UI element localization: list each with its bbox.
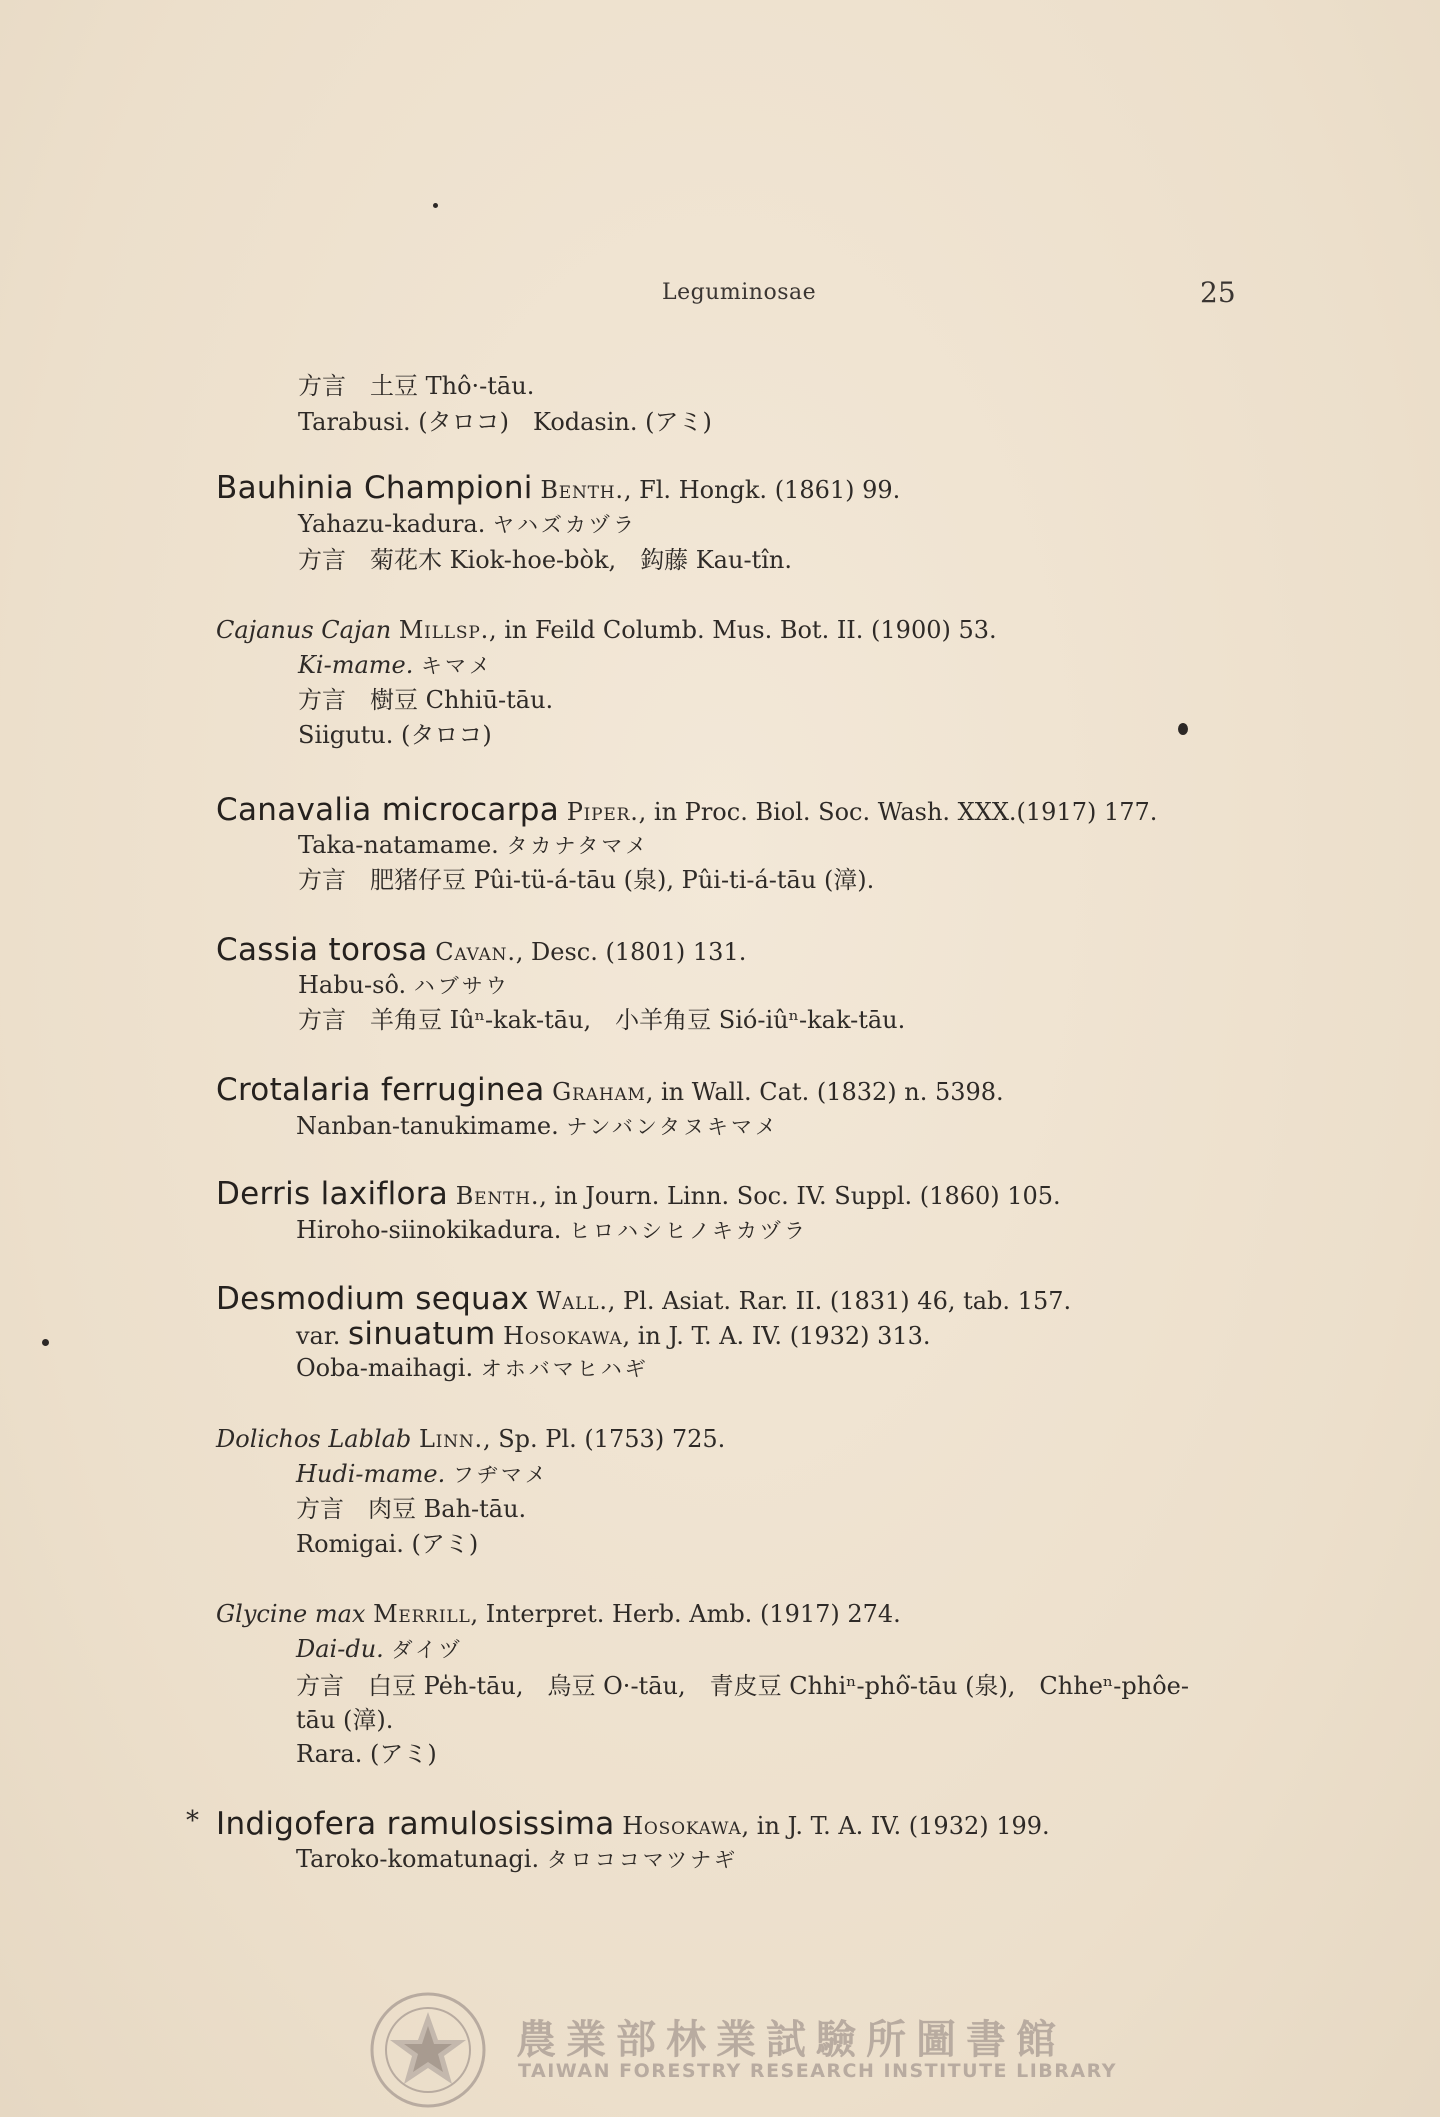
species-citation: , Desc. (1801) 131.: [515, 938, 747, 966]
japanese-kana: キマメ: [421, 654, 494, 678]
japanese-name-line: [296, 1110, 779, 1143]
species-author: Hosokawa: [622, 1812, 742, 1840]
japanese-romaji: Taka-natamame.: [298, 831, 499, 859]
species-heading: [216, 1178, 1061, 1212]
japanese-name-line: [298, 969, 510, 1002]
native-name-line: Siigutu. (タロコ): [298, 721, 492, 749]
running-title: Leguminosae: [662, 280, 817, 305]
species-citation: , in Wall. Cat. (1832) n. 5398.: [645, 1078, 1004, 1106]
variety-prefix: var.: [296, 1322, 341, 1350]
japanese-kana: ナンバンタヌキマメ: [566, 1115, 780, 1139]
japanese-romaji: Hiroho-siinokikadura.: [296, 1216, 562, 1244]
species-author: Merrill: [373, 1600, 471, 1628]
species-heading: [216, 794, 1157, 828]
species-heading: [216, 1598, 901, 1630]
library-name-english: TAIWAN FORESTRY RESEARCH INSTITUTE LIBRARY: [518, 2060, 1117, 2082]
species-citation: , in Proc. Biol. Soc. Wash. XXX.(1917) 177.: [638, 798, 1158, 826]
species-citation: , Interpret. Herb. Amb. (1917) 274.: [470, 1600, 901, 1628]
species-heading: [216, 1423, 725, 1455]
ink-speck: [433, 203, 438, 208]
species-name: Canavalia microcarpa: [216, 792, 560, 828]
japanese-name-line: [298, 829, 649, 862]
japanese-romaji: Ki-mame.: [298, 651, 414, 679]
japanese-kana: タロココマツナギ: [546, 1848, 739, 1872]
species-name: Cajanus Cajan: [216, 616, 392, 644]
species-name: Desmodium sequax: [216, 1281, 529, 1317]
ink-speck: [1178, 723, 1188, 735]
library-seal: [368, 1990, 488, 2110]
species-name: Derris laxiflora: [216, 1176, 449, 1212]
dialect-line: 方言 肥猪仔豆 Pûi-tü-á-tāu (泉), Pûi-ti-á-tāu (漳).: [298, 866, 875, 894]
species-citation: , in Journ. Linn. Soc. IV. Suppl. (1860) 105.: [539, 1182, 1061, 1210]
variety-citation: , in J. T. A. IV. (1932) 313.: [622, 1322, 931, 1350]
variety-name: sinuatum: [347, 1316, 496, 1352]
species-citation: , in J. T. A. IV. (1932) 199.: [741, 1812, 1050, 1840]
japanese-romaji: Yahazu-kadura.: [298, 510, 486, 538]
library-name-chinese: 農業部林業試驗所圖書館: [516, 2017, 1066, 2063]
native-name-line: Rara. (アミ): [296, 1740, 437, 1768]
japanese-kana: ヒロハシヒノキカヅラ: [569, 1219, 809, 1243]
species-name: Crotalaria ferruginea: [216, 1072, 545, 1108]
species-heading: [216, 614, 997, 646]
endemic-marker: *: [186, 1806, 199, 1836]
japanese-romaji: Dai-du.: [296, 1635, 384, 1663]
japanese-kana: タカナタマメ: [506, 834, 650, 858]
page-number: 25: [1200, 276, 1236, 309]
dialect-line: 方言 菊花木 Kiok-hoe-bòk, 鈎藤 Kau-tîn.: [298, 546, 792, 574]
species-citation: , Sp. Pl. (1753) 725.: [482, 1425, 726, 1453]
species-heading: [216, 1283, 1071, 1317]
species-author: Wall.: [536, 1287, 608, 1315]
japanese-name-line: [298, 649, 493, 682]
dialect-line-continued: tāu (漳).: [296, 1706, 394, 1734]
japanese-name-line: [296, 1458, 549, 1491]
species-citation: , in Feild Columb. Mus. Bot. II. (1900) 53.: [489, 616, 997, 644]
japanese-romaji: Ooba-maihagi.: [296, 1354, 474, 1382]
japanese-kana: ダイヅ: [391, 1638, 464, 1662]
native-name-line: Tarabusi. (タロコ) Kodasin. (アミ): [298, 408, 712, 436]
japanese-kana: ハブサウ: [413, 974, 510, 998]
japanese-kana: オホバマヒハギ: [480, 1357, 649, 1381]
japanese-name-line: [296, 1214, 808, 1247]
japanese-name-line: [298, 508, 637, 541]
japanese-name-line: [296, 1352, 649, 1385]
japanese-name-line: [296, 1633, 463, 1666]
variety-author: Hosokawa: [503, 1322, 623, 1350]
japanese-romaji: Hudi-mame.: [296, 1460, 446, 1488]
dialect-line: 方言 土豆 Thô·-tāu.: [298, 372, 535, 400]
species-author: Linn.: [418, 1425, 483, 1453]
dialect-line: 方言 肉豆 Bah-tāu.: [296, 1495, 527, 1523]
native-name-line: Romigai. (アミ): [296, 1530, 479, 1558]
variety-line: [296, 1318, 931, 1352]
species-author: Cavan.: [435, 938, 516, 966]
species-name: Indigofera ramulosissima: [216, 1806, 615, 1842]
japanese-kana: ヤハズカヅラ: [493, 513, 637, 537]
species-name: Glycine max: [216, 1600, 366, 1628]
species-author: Piper.: [566, 798, 639, 826]
page-header: [0, 276, 1440, 320]
dialect-line: 方言 羊角豆 Iûⁿ-kak-tāu, 小羊角豆 Sió-iûⁿ-kak-tāu.: [298, 1006, 906, 1034]
species-author: Graham: [552, 1078, 646, 1106]
dialect-line: 方言 白豆 Pe̍h-tāu, 烏豆 O·-tāu, 青皮豆 Chhiⁿ-phô͘-tāu (泉), Chheⁿ-phôe-: [296, 1672, 1189, 1700]
species-heading: [216, 1808, 1050, 1842]
species-heading: [216, 934, 746, 968]
japanese-romaji: Habu-sô.: [298, 971, 407, 999]
dialect-line: 方言 樹豆 Chhiū-tāu.: [298, 686, 554, 714]
species-name: Cassia torosa: [216, 932, 428, 968]
species-author: Millsp.: [398, 616, 489, 644]
species-heading: [216, 472, 900, 506]
ink-speck: [42, 1339, 49, 1346]
japanese-name-line: [296, 1843, 738, 1876]
seal-icon: [368, 1990, 488, 2110]
species-author: Benth.: [455, 1182, 540, 1210]
japanese-romaji: Taroko-komatunagi.: [296, 1845, 540, 1873]
species-citation: , Pl. Asiat. Rar. II. (1831) 46, tab. 157.: [607, 1287, 1072, 1315]
species-name: Dolichos Lablab: [216, 1425, 412, 1453]
species-author: Benth.: [540, 476, 624, 504]
species-heading: [216, 1074, 1004, 1108]
japanese-kana: フヂマメ: [452, 1463, 549, 1487]
japanese-romaji: Nanban-tanukimame.: [296, 1112, 559, 1140]
species-name: Bauhinia Championi: [216, 470, 533, 506]
species-citation: , Fl. Hongk. (1861) 99.: [623, 476, 901, 504]
